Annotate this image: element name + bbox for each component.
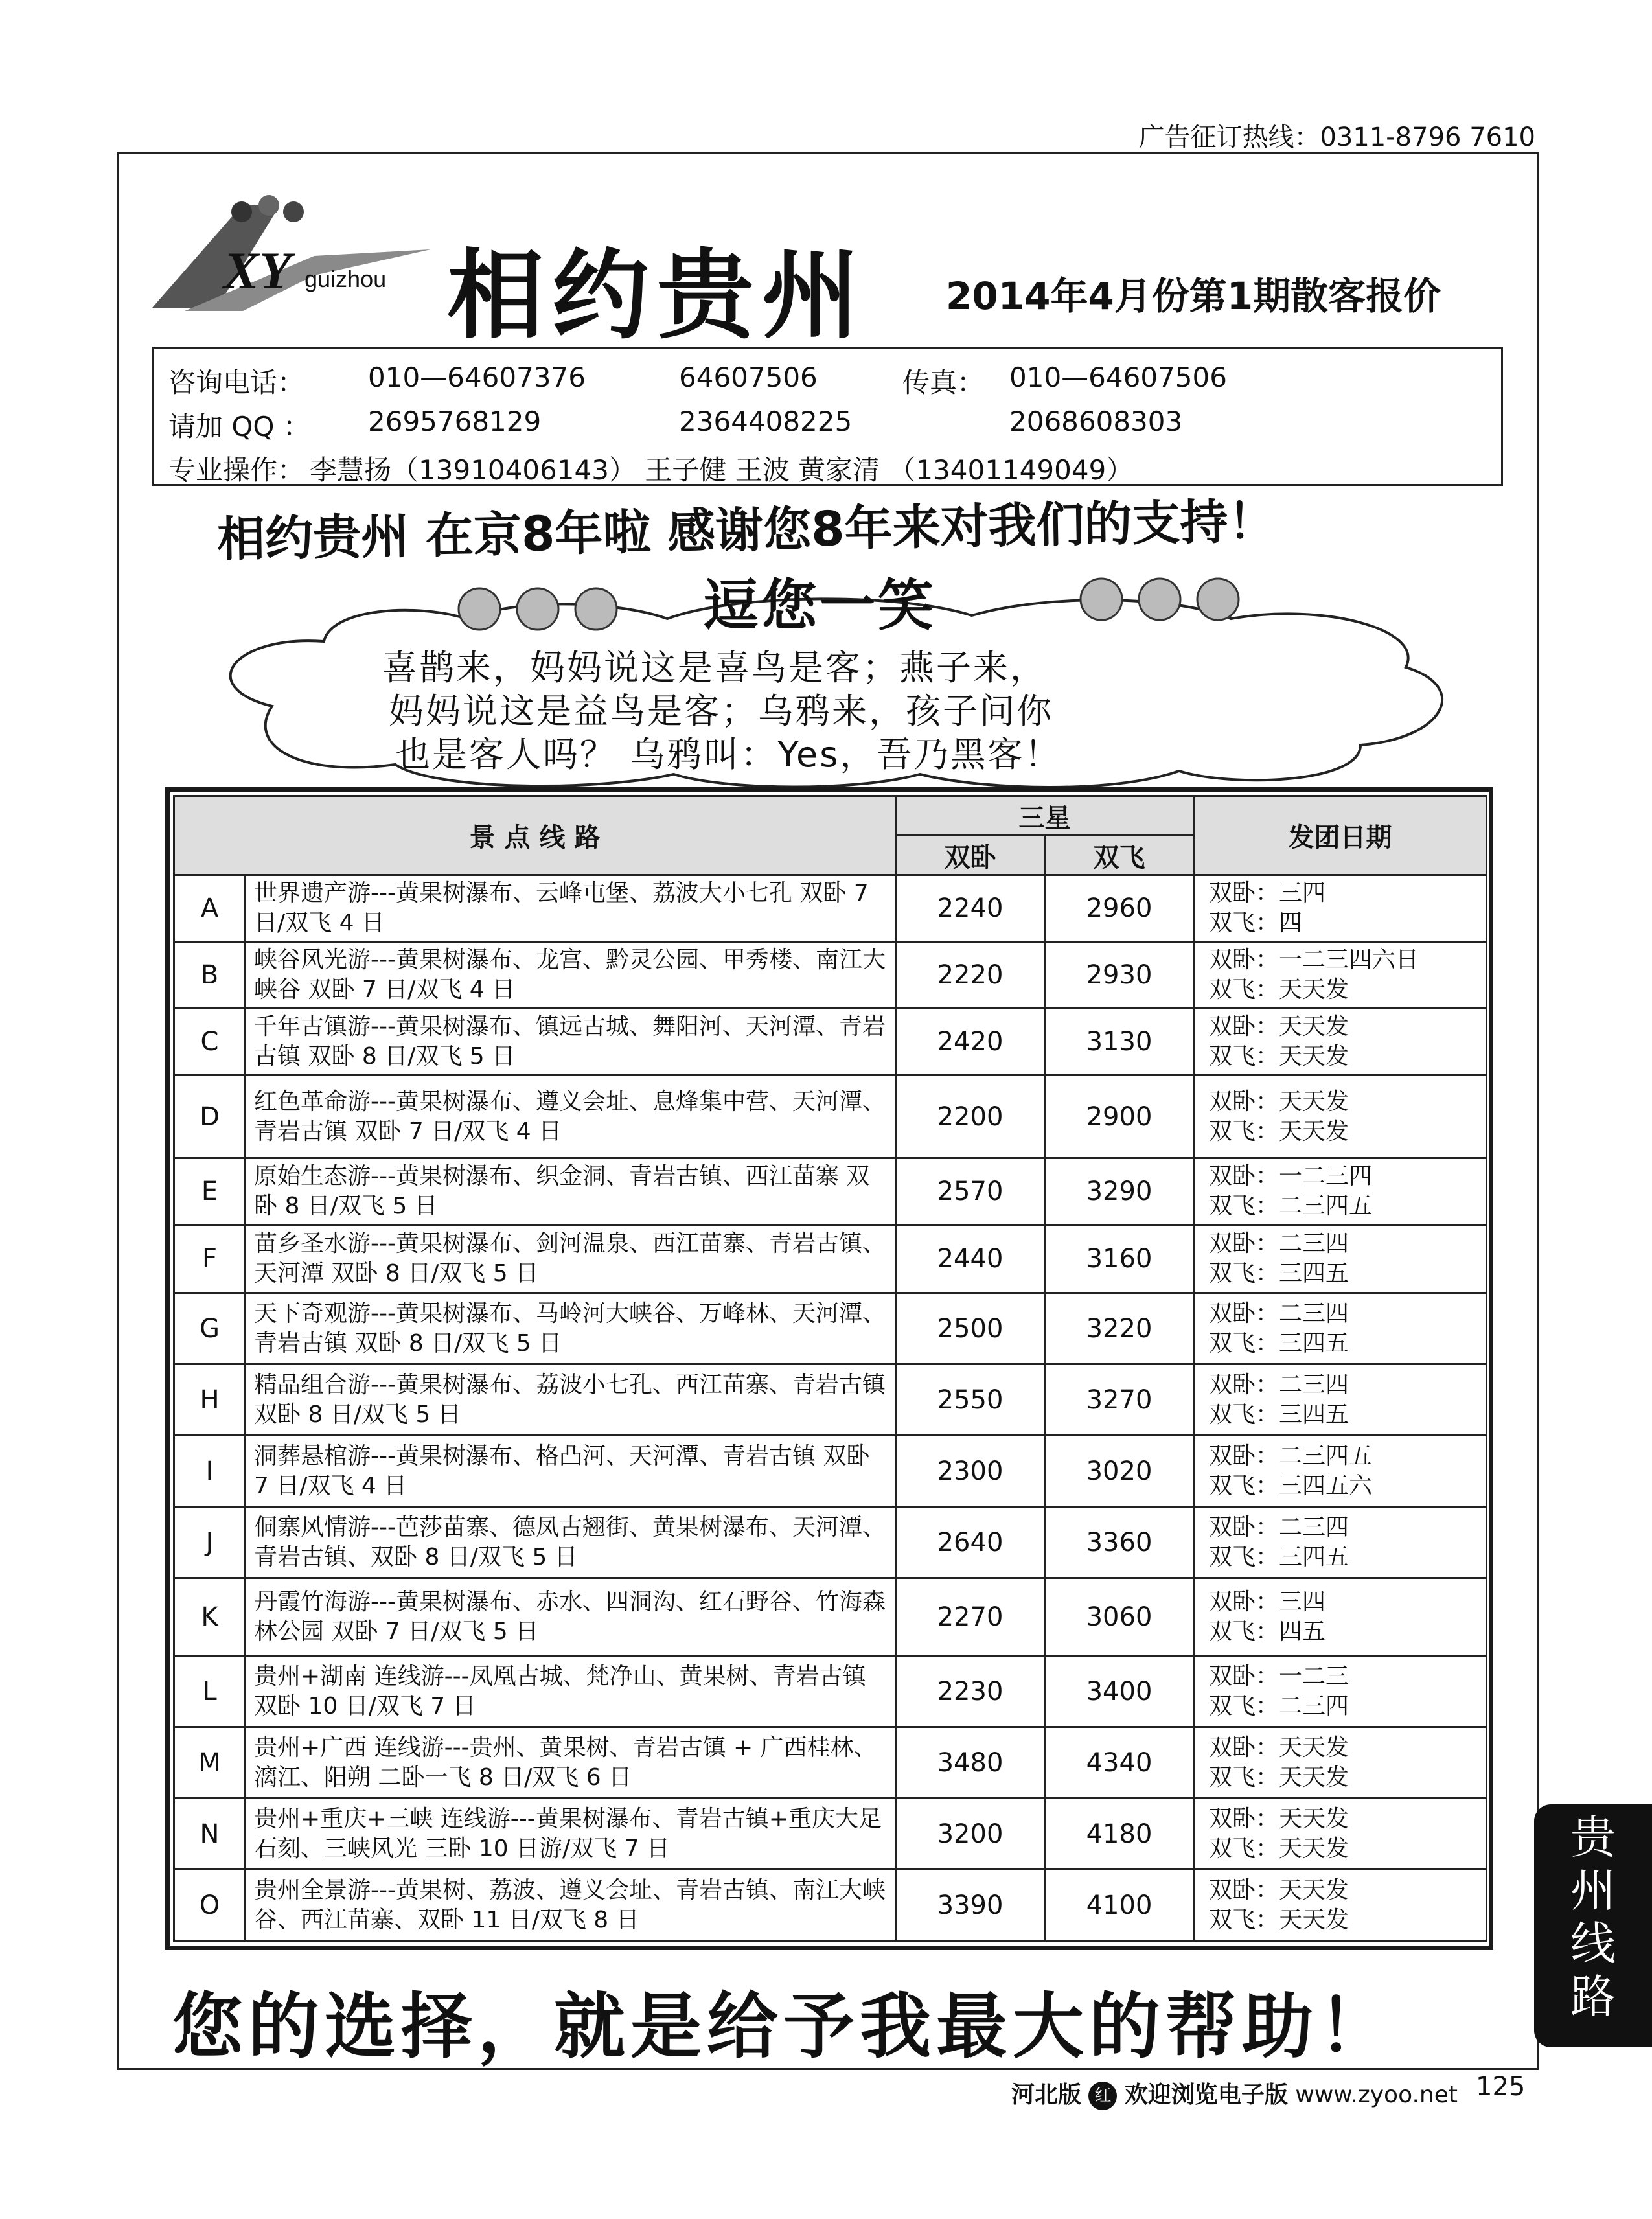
ad-hotline: 广告征订热线：0311-8796 7610 bbox=[1138, 122, 1535, 152]
departure-dates bbox=[1194, 1656, 1487, 1727]
departure-dates bbox=[1194, 875, 1487, 942]
price-shuangwo: 2220 bbox=[896, 942, 1045, 1009]
dates-shuangwo: 双卧：二三四 bbox=[1209, 1230, 1349, 1257]
dates-shuangwo: 双卧：二三四 bbox=[1209, 1300, 1349, 1327]
table-row bbox=[174, 942, 1487, 1009]
route-description: 贵州全景游---黄果树、荔波、遵义会址、青岩古镇、南江大峡谷、西江苗寨、双卧 11 日/双飞 8 日 bbox=[246, 1870, 896, 1941]
logo-dot-icon bbox=[283, 201, 304, 222]
departure-dates bbox=[1194, 942, 1487, 1009]
dates-shuangfei: 双飞：四五 bbox=[1209, 1618, 1326, 1645]
table-row bbox=[174, 1656, 1487, 1727]
price-shuangwo: 2240 bbox=[896, 875, 1045, 942]
section-tab-label: 贵州线路 bbox=[1570, 1811, 1616, 2023]
price-shuangwo: 3390 bbox=[896, 1870, 1045, 1941]
price-shuangwo: 2570 bbox=[896, 1158, 1045, 1225]
route-description: 天下奇观游---黄果树瀑布、马岭河大峡谷、万峰林、天河潭、青岩古镇 双卧 8 日/双飞 5 日 bbox=[246, 1293, 896, 1364]
qq-number-2: 2364408225 bbox=[679, 406, 853, 437]
route-id: G bbox=[174, 1293, 246, 1364]
logo-text: guizhou bbox=[304, 266, 387, 292]
joke-line: 也是客人吗？ 乌鸦叫：Yes，吾乃黑客！ bbox=[395, 734, 1062, 775]
price-shuangfei: 2930 bbox=[1045, 942, 1194, 1009]
departure-dates bbox=[1194, 1578, 1487, 1656]
slogan: 您的选择，就是给予我最大的帮助！ bbox=[172, 1985, 1395, 2068]
phone-number-1: 010—64607376 bbox=[368, 362, 586, 393]
operators-list: 李慧扬（13910406143） 王子健 王波 黄家清 （13401149049） bbox=[310, 454, 1134, 486]
dates-shuangwo: 双卧：三四 bbox=[1209, 1588, 1326, 1615]
route-id: C bbox=[174, 1009, 246, 1075]
route-description: 侗寨风情游---芭莎苗寨、德凤古翘街、黄果树瀑布、天河潭、青岩古镇、双卧 8 日/双飞 5 日 bbox=[246, 1507, 896, 1578]
qq-number-1: 2695768129 bbox=[368, 406, 542, 437]
price-shuangwo: 3200 bbox=[896, 1799, 1045, 1870]
route-description: 洞葬悬棺游---黄果树瀑布、格凸河、天河潭、青岩古镇 双卧 7 日/双飞 4 日 bbox=[246, 1436, 896, 1507]
departure-dates bbox=[1194, 1870, 1487, 1941]
dates-shuangfei: 双飞：二三四五 bbox=[1209, 1193, 1373, 1219]
price-shuangfei: 3130 bbox=[1045, 1009, 1194, 1075]
departure-dates bbox=[1194, 1158, 1487, 1225]
price-shuangfei: 3020 bbox=[1045, 1436, 1194, 1507]
departure-dates bbox=[1194, 1009, 1487, 1075]
dates-shuangwo: 双卧：一二三四 bbox=[1209, 1163, 1373, 1190]
xy-guizhou-logo bbox=[146, 178, 437, 321]
route-id: B bbox=[174, 942, 246, 1009]
contact-box bbox=[152, 347, 1503, 486]
dates-shuangwo: 双卧：二三四五 bbox=[1209, 1442, 1373, 1469]
dates-shuangfei: 双飞：天天发 bbox=[1209, 1835, 1349, 1862]
route-id: E bbox=[174, 1158, 246, 1225]
footer bbox=[1011, 2076, 1458, 2110]
footer-edition: 河北版 bbox=[1011, 2082, 1081, 2108]
route-id: K bbox=[174, 1578, 246, 1656]
table-row bbox=[174, 1727, 1487, 1799]
footer-text: 欢迎浏览电子版 bbox=[1124, 2082, 1288, 2108]
price-shuangfei: 3220 bbox=[1045, 1293, 1194, 1364]
price-shuangfei: 4340 bbox=[1045, 1727, 1194, 1799]
price-shuangfei: 3290 bbox=[1045, 1158, 1194, 1225]
departure-dates bbox=[1194, 1075, 1487, 1158]
dates-shuangfei: 双飞：四 bbox=[1209, 910, 1303, 936]
dates-shuangwo: 双卧：天天发 bbox=[1209, 1013, 1349, 1040]
price-shuangfei: 2900 bbox=[1045, 1075, 1194, 1158]
price-shuangfei: 3360 bbox=[1045, 1507, 1194, 1578]
price-shuangfei: 3060 bbox=[1045, 1578, 1194, 1656]
route-description: 贵州+广西 连线游---贵州、黄果树、青岩古镇 + 广西桂林、漓江、阳朔 二卧一飞 8 日/双飞 6 日 bbox=[246, 1727, 896, 1799]
route-description: 贵州+重庆+三峡 连线游---黄果树瀑布、青岩古镇+重庆大足石刻、三峡风光 三卧 10 日游/双飞 7 日 bbox=[246, 1799, 896, 1870]
dates-shuangwo: 双卧：三四 bbox=[1209, 880, 1326, 906]
price-shuangwo: 2550 bbox=[896, 1364, 1045, 1436]
price-shuangwo: 2270 bbox=[896, 1578, 1045, 1656]
dates-shuangwo: 双卧：二三四 bbox=[1209, 1513, 1349, 1541]
dates-shuangfei: 双飞：三四五六 bbox=[1209, 1472, 1373, 1499]
route-id: F bbox=[174, 1225, 246, 1293]
price-shuangwo: 2500 bbox=[896, 1293, 1045, 1364]
dates-shuangfei: 双飞：三四五 bbox=[1209, 1401, 1349, 1428]
thinking-face-icons-right bbox=[1081, 579, 1239, 620]
operators-label: 专业操作： bbox=[168, 454, 305, 486]
logo-mark: XY bbox=[224, 241, 292, 300]
route-description: 红色革命游---黄果树瀑布、遵义会址、息烽集中营、天河潭、青岩古镇 双卧 7 日/双飞 4 日 bbox=[246, 1075, 896, 1158]
route-id: M bbox=[174, 1727, 246, 1799]
route-id: L bbox=[174, 1656, 246, 1727]
price-shuangwo: 3480 bbox=[896, 1727, 1045, 1799]
dates-shuangwo: 双卧：天天发 bbox=[1209, 1088, 1349, 1115]
table-row bbox=[174, 1364, 1487, 1436]
phone-number-2: 64607506 bbox=[679, 362, 818, 393]
dates-shuangwo: 双卧：一二三 bbox=[1209, 1662, 1349, 1690]
departure-dates bbox=[1194, 1727, 1487, 1799]
dates-shuangfei: 双飞：天天发 bbox=[1209, 1043, 1349, 1070]
route-description: 原始生态游---黄果树瀑布、织金洞、青岩古镇、西江苗寨 双卧 8 日/双飞 5 日 bbox=[246, 1158, 896, 1225]
price-shuangfei: 4180 bbox=[1045, 1799, 1194, 1870]
page-subtitle: 2014年4月份第1期散客报价 bbox=[946, 274, 1441, 318]
route-description: 精品组合游---黄果树瀑布、荔波小七孔、西江苗寨、青岩古镇 双卧 8 日/双飞 5 日 bbox=[246, 1364, 896, 1436]
departure-dates bbox=[1194, 1799, 1487, 1870]
price-shuangwo: 2200 bbox=[896, 1075, 1045, 1158]
dates-shuangwo: 双卧：天天发 bbox=[1209, 1734, 1349, 1761]
route-id: H bbox=[174, 1364, 246, 1436]
joke-line: 喜鹊来，妈妈说这是喜鸟是客；燕子来， bbox=[382, 647, 1047, 688]
departure-dates bbox=[1194, 1436, 1487, 1507]
joke-line: 妈妈说这是益鸟是客；乌鸦来，孩子问你 bbox=[389, 691, 1053, 731]
logo-dot-icon bbox=[231, 201, 252, 222]
thinking-face-icon bbox=[1081, 579, 1122, 620]
dates-shuangwo: 双卧：二三四 bbox=[1209, 1371, 1349, 1398]
dates-shuangfei: 双飞：三四五 bbox=[1209, 1543, 1349, 1570]
route-id: D bbox=[174, 1075, 246, 1158]
table-row bbox=[174, 1799, 1487, 1870]
header-shuangfei: 双飞 bbox=[1045, 836, 1194, 875]
table-row bbox=[174, 1075, 1487, 1158]
dates-shuangfei: 双飞：天天发 bbox=[1209, 1764, 1349, 1791]
thinking-face-icon bbox=[1197, 579, 1239, 620]
price-shuangfei: 2960 bbox=[1045, 875, 1194, 942]
header-dates: 发团日期 bbox=[1194, 796, 1487, 875]
table-row bbox=[174, 1578, 1487, 1656]
dates-shuangfei: 双飞：天天发 bbox=[1209, 976, 1349, 1003]
dates-shuangwo: 双卧：天天发 bbox=[1209, 1876, 1349, 1903]
route-description: 千年古镇游---黄果树瀑布、镇远古城、舞阳河、天河潭、青岩古镇 双卧 8 日/双飞 5 日 bbox=[246, 1009, 896, 1075]
departure-dates bbox=[1194, 1225, 1487, 1293]
red-badge-icon: 红 bbox=[1088, 2082, 1117, 2110]
price-table bbox=[173, 795, 1487, 1942]
table-row bbox=[174, 1870, 1487, 1941]
header-three-star: 三星 bbox=[896, 796, 1194, 836]
qq-label: 请加 QQ ： bbox=[168, 411, 310, 443]
price-shuangfei: 4100 bbox=[1045, 1870, 1194, 1941]
route-description: 峡谷风光游---黄果树瀑布、龙宫、黔灵公园、甲秀楼、南江大峡谷 双卧 7 日/双飞 4 日 bbox=[246, 942, 896, 1009]
price-shuangwo: 2420 bbox=[896, 1009, 1045, 1075]
dates-shuangwo: 双卧：一二三四六日 bbox=[1209, 947, 1419, 973]
route-id: A bbox=[174, 875, 246, 942]
route-id: N bbox=[174, 1799, 246, 1870]
thinking-face-icon bbox=[575, 588, 617, 630]
fax-number: 010—64607506 bbox=[1009, 362, 1227, 393]
footer-url[interactable]: www.zyoo.net bbox=[1295, 2082, 1458, 2108]
price-shuangwo: 2440 bbox=[896, 1225, 1045, 1293]
page-title: 相约贵州 bbox=[447, 240, 867, 352]
dates-shuangfei: 双飞：二三四 bbox=[1209, 1692, 1349, 1719]
header-shuangwo: 双卧 bbox=[896, 836, 1045, 875]
price-shuangwo: 2230 bbox=[896, 1656, 1045, 1727]
table-row bbox=[174, 1436, 1487, 1507]
route-id: O bbox=[174, 1870, 246, 1941]
thinking-face-icons-left bbox=[459, 588, 617, 630]
fax-label: 传真： bbox=[902, 367, 985, 398]
joke-title: 逗您一笑 bbox=[703, 573, 936, 638]
qq-number-3: 2068608303 bbox=[1009, 406, 1183, 437]
table-row bbox=[174, 1507, 1487, 1578]
price-shuangfei: 3270 bbox=[1045, 1364, 1194, 1436]
table-row bbox=[174, 1225, 1487, 1293]
header-route: 景 点 线 路 bbox=[174, 796, 896, 875]
dates-shuangfei: 双飞：天天发 bbox=[1209, 1906, 1349, 1933]
route-description: 丹霞竹海游---黄果树瀑布、赤水、四洞沟、红石野谷、竹海森林公园 双卧 7 日/双飞 5 日 bbox=[246, 1578, 896, 1656]
departure-dates bbox=[1194, 1364, 1487, 1436]
route-id: I bbox=[174, 1436, 246, 1507]
thinking-face-icon bbox=[459, 588, 500, 630]
route-description: 贵州+湖南 连线游---凤凰古城、梵净山、黄果树、青岩古镇 双卧 10 日/双飞 7 日 bbox=[246, 1656, 896, 1727]
logo-dot-icon bbox=[258, 195, 279, 216]
departure-dates bbox=[1194, 1507, 1487, 1578]
price-shuangwo: 2640 bbox=[896, 1507, 1045, 1578]
price-shuangfei: 3400 bbox=[1045, 1656, 1194, 1727]
table-row bbox=[174, 875, 1487, 942]
price-shuangwo: 2300 bbox=[896, 1436, 1045, 1507]
table-row bbox=[174, 1009, 1487, 1075]
route-id: J bbox=[174, 1507, 246, 1578]
table-row bbox=[174, 1158, 1487, 1225]
route-description: 苗乡圣水游---黄果树瀑布、剑河温泉、西江苗寨、青岩古镇、天河潭 双卧 8 日/双飞 5 日 bbox=[246, 1225, 896, 1293]
phone-label: 咨询电话： bbox=[168, 367, 305, 398]
dates-shuangfei: 双飞：三四五 bbox=[1209, 1329, 1349, 1357]
thinking-face-icon bbox=[1139, 579, 1180, 620]
thinking-face-icon bbox=[517, 588, 558, 630]
departure-dates bbox=[1194, 1293, 1487, 1364]
anniversary-banner: 相约贵州 在京8年啦 感谢您8年来对我们的支持！ bbox=[216, 493, 1277, 568]
price-shuangfei: 3160 bbox=[1045, 1225, 1194, 1293]
table-row bbox=[174, 1293, 1487, 1364]
page-number: 125 bbox=[1476, 2072, 1526, 2102]
dates-shuangwo: 双卧：天天发 bbox=[1209, 1805, 1349, 1832]
dates-shuangfei: 双飞：三四五 bbox=[1209, 1260, 1349, 1287]
dates-shuangfei: 双飞：天天发 bbox=[1209, 1118, 1349, 1145]
route-description: 世界遗产游---黄果树瀑布、云峰屯堡、荔波大小七孔 双卧 7 日/双飞 4 日 bbox=[246, 875, 896, 942]
